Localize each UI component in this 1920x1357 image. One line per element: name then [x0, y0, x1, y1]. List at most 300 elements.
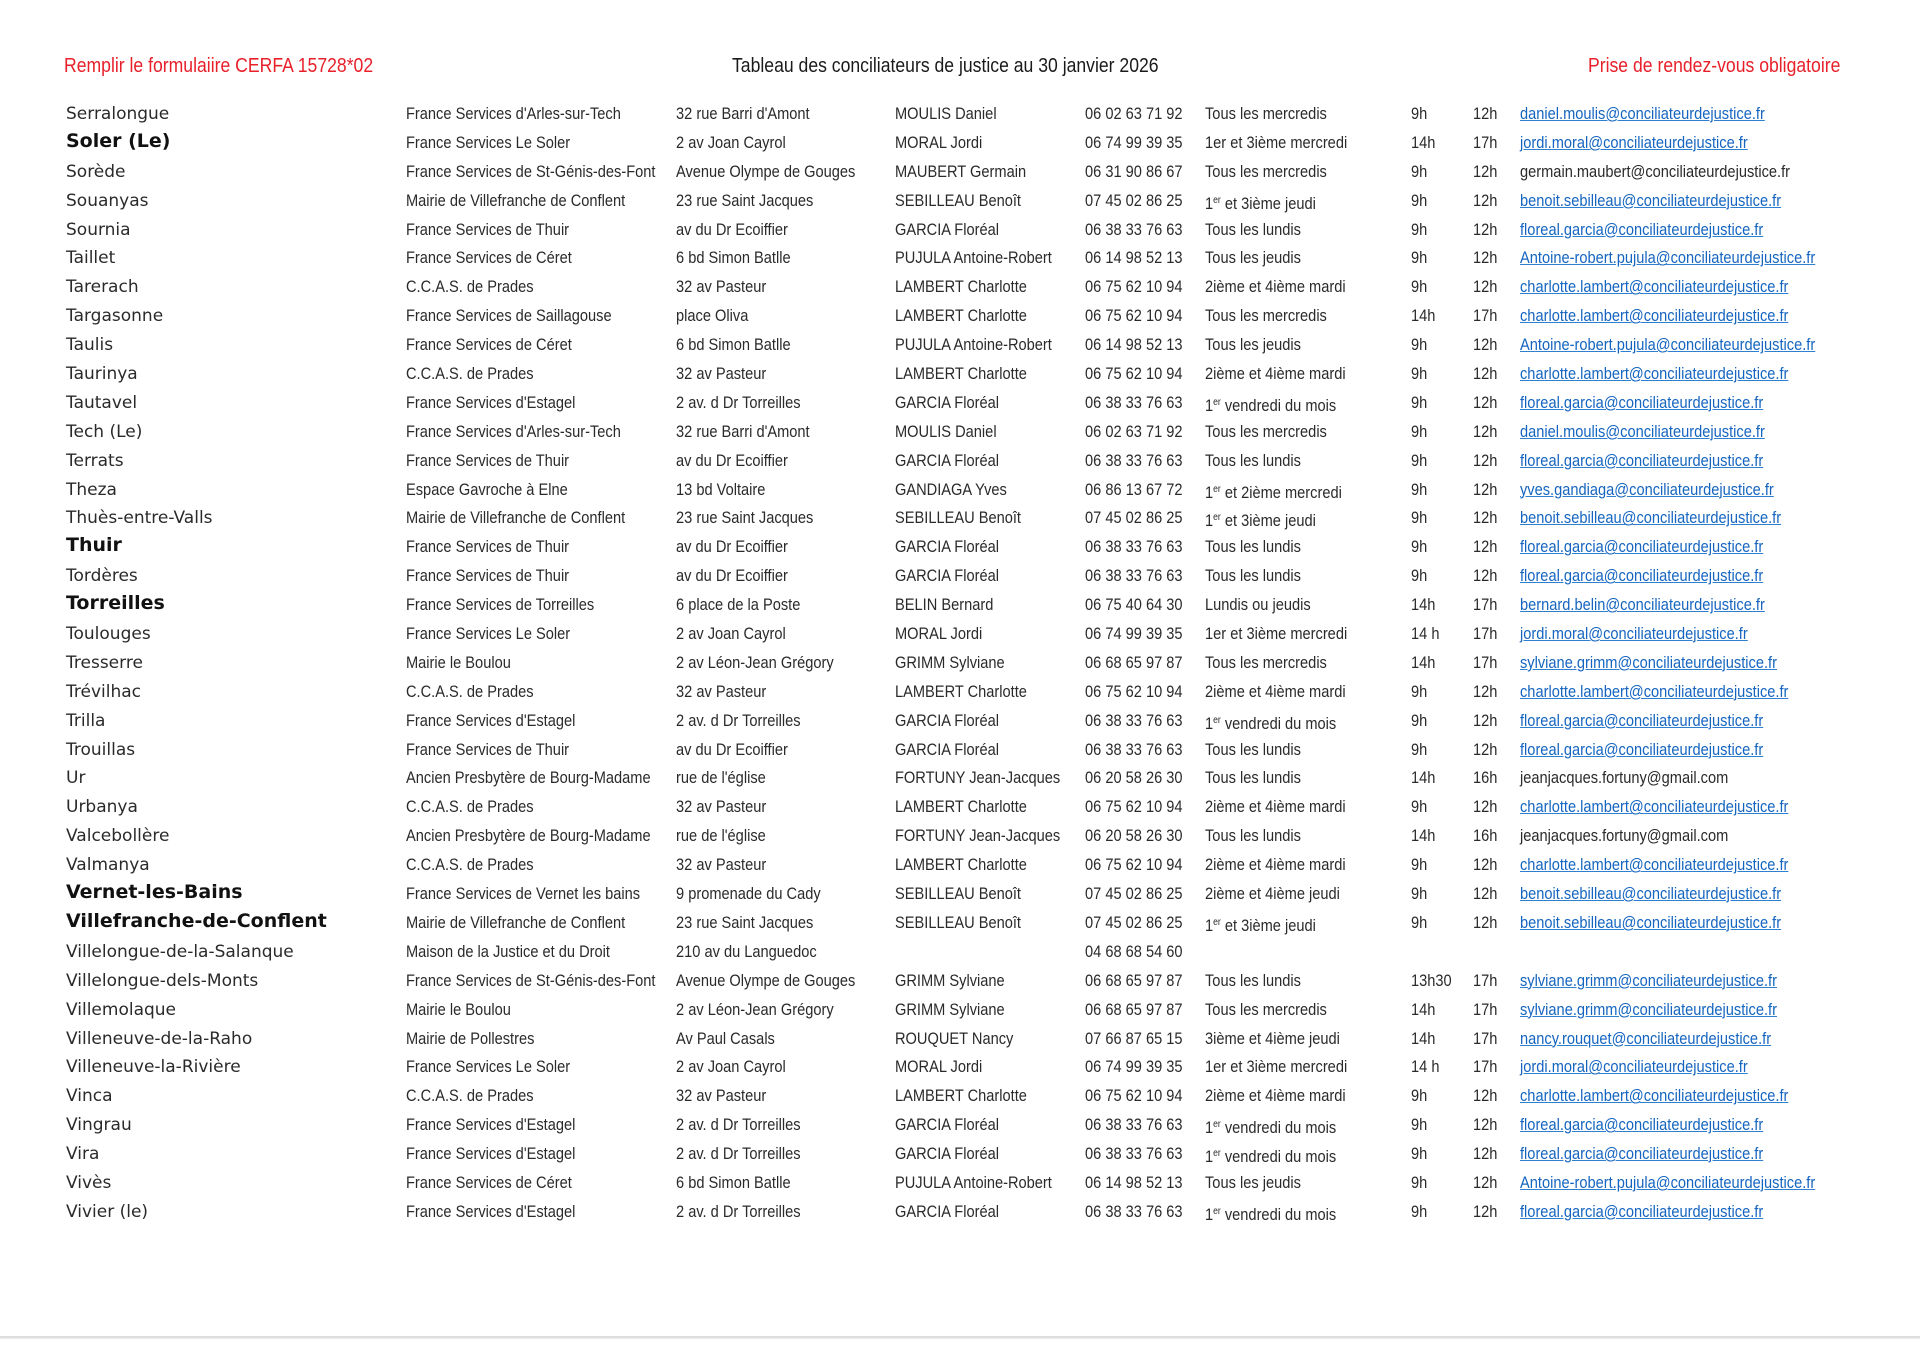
commune-cell: Villelongue-dels-Monts: [66, 970, 259, 991]
email-link[interactable]: charlotte.lambert@conciliateurdejustice.fr: [1520, 1086, 1789, 1106]
table-row: [0, 504, 1920, 533]
email-link[interactable]: benoit.sebilleau@conciliateurdejustice.fr: [1520, 190, 1782, 210]
end-time-cell: 17h: [1473, 652, 1498, 672]
address-cell: av du Dr Ecoiffier: [676, 739, 788, 759]
end-time-cell: 17h: [1473, 595, 1498, 615]
email-link[interactable]: floreal.garcia@conciliateurdejustice.fr: [1520, 392, 1764, 412]
phone-cell: 07 45 02 86 25: [1085, 884, 1183, 904]
table-row: [0, 620, 1920, 649]
start-time-cell: 9h: [1411, 681, 1428, 701]
email-link[interactable]: floreal.garcia@conciliateurdejustice.fr: [1520, 1115, 1764, 1135]
conciliator-name-cell: LAMBERT Charlotte: [895, 1086, 1027, 1106]
schedule-cell: 2ième et 4ième mardi: [1205, 797, 1346, 817]
table-row: [0, 389, 1920, 418]
start-time-cell: 9h: [1411, 739, 1428, 759]
start-time-cell: 9h: [1411, 161, 1428, 181]
organization-cell: C.C.A.S. de Prades: [406, 855, 534, 875]
organization-cell: France Services de Thuir: [406, 450, 570, 470]
organization-cell: Mairie de Villefranche de Conflent: [406, 912, 626, 932]
email-link[interactable]: benoit.sebilleau@conciliateurdejustice.fr: [1520, 884, 1782, 904]
table-row: [0, 678, 1920, 707]
end-time-cell: 12h: [1473, 566, 1498, 586]
table-row: [0, 996, 1920, 1025]
address-cell: 2 av Joan Cayrol: [676, 624, 786, 644]
phone-cell: 06 75 62 10 94: [1085, 306, 1183, 326]
address-cell: 32 av Pasteur: [676, 797, 767, 817]
table-row: [0, 1198, 1920, 1227]
schedule-cell: [1205, 1144, 1336, 1167]
organization-cell: Mairie de Villefranche de Conflent: [406, 508, 626, 528]
email-link[interactable]: charlotte.lambert@conciliateurdejustice.fr: [1520, 364, 1789, 384]
address-cell: 210 av du Languedoc: [676, 941, 817, 961]
schedule-ordinal-suffix: er: [1213, 512, 1221, 524]
address-cell: 32 rue Barri d'Amont: [676, 421, 810, 441]
table-row: [0, 822, 1920, 851]
schedule-text: vendredi du mois: [1220, 1147, 1337, 1167]
schedule-cell: 3ième et 4ième jeudi: [1205, 1028, 1340, 1048]
organization-cell: France Services d'Arles-sur-Tech: [406, 104, 621, 123]
commune-cell: Tarerach: [66, 277, 139, 298]
schedule-text: et 3ième jeudi: [1220, 915, 1316, 935]
start-time-cell: 9h: [1411, 797, 1428, 817]
organization-cell: France Services de Thuir: [406, 537, 570, 557]
conciliator-name-cell: PUJULA Antoine-Robert: [895, 248, 1052, 268]
end-time-cell: 12h: [1473, 335, 1498, 355]
commune-cell: Toulouges: [66, 624, 151, 645]
schedule-cell: [1205, 1115, 1336, 1138]
schedule-text: et 2ième mercredi: [1220, 482, 1342, 502]
appointment-required-note: Prise de rendez-vous obligatoire: [1588, 55, 1841, 77]
organization-cell: C.C.A.S. de Prades: [406, 797, 534, 817]
phone-cell: 06 38 33 76 63: [1085, 1115, 1183, 1135]
organization-cell: Mairie de Villefranche de Conflent: [406, 190, 626, 210]
commune-cell: Vivier (le): [66, 1201, 149, 1222]
table-row: [0, 331, 1920, 360]
commune-cell: Vingrau: [66, 1115, 132, 1136]
address-cell: rue de l'église: [676, 826, 766, 846]
address-cell: 6 place de la Poste: [676, 595, 801, 615]
schedule-cell: Lundis ou jeudis: [1205, 595, 1311, 615]
conciliator-name-cell: GRIMM Sylviane: [895, 970, 1005, 990]
start-time-cell: 9h: [1411, 710, 1428, 730]
conciliator-name-cell: GARCIA Floréal: [895, 219, 1000, 239]
commune-cell: Villeneuve-la-Rivière: [66, 1057, 241, 1078]
schedule-cell: 1er et 3ième mercredi: [1205, 624, 1348, 644]
end-time-cell: 16h: [1473, 826, 1498, 846]
page-bottom-edge: [0, 1336, 1920, 1339]
organization-cell: C.C.A.S. de Prades: [406, 1086, 534, 1106]
schedule-cell: Tous les jeudis: [1205, 1172, 1301, 1192]
address-cell: 32 av Pasteur: [676, 364, 767, 384]
end-time-cell: 12h: [1473, 797, 1498, 817]
commune-cell: Valmanya: [66, 855, 150, 876]
organization-cell: France Services de Thuir: [406, 566, 570, 586]
schedule-cell: 2ième et 4ième mardi: [1205, 364, 1346, 384]
schedule-ordinal-suffix: er: [1213, 194, 1221, 206]
conciliator-name-cell: FORTUNY Jean-Jacques: [895, 826, 1061, 846]
conciliator-name-cell: MOULIS Daniel: [895, 104, 997, 123]
address-cell: Avenue Olympe de Gouges: [676, 161, 856, 181]
email-link[interactable]: floreal.garcia@conciliateurdejustice.fr: [1520, 566, 1764, 586]
start-time-cell: 9h: [1411, 566, 1428, 586]
address-cell: 23 rue Saint Jacques: [676, 190, 814, 210]
start-time-cell: 9h: [1411, 104, 1428, 123]
table-row: [0, 533, 1920, 562]
conciliator-name-cell: LAMBERT Charlotte: [895, 364, 1027, 384]
commune-cell: Vira: [66, 1144, 100, 1165]
organization-cell: France Services Le Soler: [406, 624, 571, 644]
conciliator-name-cell: GARCIA Floréal: [895, 566, 1000, 586]
schedule-cell: Tous les lundis: [1205, 450, 1301, 470]
email-link[interactable]: floreal.garcia@conciliateurdejustice.fr: [1520, 739, 1764, 759]
start-time-cell: 9h: [1411, 912, 1428, 932]
conciliator-name-cell: MOULIS Daniel: [895, 421, 997, 441]
conciliator-name-cell: SEBILLEAU Benoît: [895, 884, 1021, 904]
end-time-cell: 17h: [1473, 624, 1498, 644]
commune-cell: Targasonne: [66, 306, 164, 327]
conciliator-name-cell: LAMBERT Charlotte: [895, 681, 1027, 701]
schedule-ordinal: 1: [1205, 1147, 1214, 1167]
phone-cell: 06 86 13 67 72: [1085, 479, 1183, 499]
commune-cell: Urbanya: [66, 797, 138, 818]
organization-cell: France Services de Vernet les bains: [406, 884, 641, 904]
table-row: [0, 562, 1920, 591]
address-cell: av du Dr Ecoiffier: [676, 566, 788, 586]
table-row: [0, 187, 1920, 216]
phone-cell: 06 74 99 39 35: [1085, 624, 1183, 644]
organization-cell: France Services de St-Génis-des-Font: [406, 970, 656, 990]
address-cell: 6 bd Simon Batlle: [676, 335, 791, 355]
table-row: [0, 793, 1920, 822]
organization-cell: France Services d'Estagel: [406, 1115, 576, 1135]
organization-cell: Ancien Presbytère de Bourg-Madame: [406, 768, 651, 788]
start-time-cell: 14h: [1411, 1028, 1436, 1048]
conciliator-name-cell: GARCIA Floréal: [895, 1201, 1000, 1221]
commune-cell: Soler (Le): [66, 129, 171, 152]
conciliator-name-cell: SEBILLEAU Benoît: [895, 508, 1021, 528]
table-row: [0, 158, 1920, 187]
conciliator-name-cell: PUJULA Antoine-Robert: [895, 335, 1052, 355]
organization-cell: Espace Gavroche à Elne: [406, 479, 568, 499]
end-time-cell: 12h: [1473, 161, 1498, 181]
table-row: [0, 129, 1920, 158]
schedule-cell: 2ième et 4ième mardi: [1205, 277, 1346, 297]
end-time-cell: 12h: [1473, 479, 1498, 499]
end-time-cell: 12h: [1473, 855, 1498, 875]
address-cell: av du Dr Ecoiffier: [676, 537, 788, 557]
start-time-cell: 13h30: [1411, 970, 1452, 990]
schedule-ordinal-suffix: er: [1213, 714, 1221, 726]
email-link[interactable]: charlotte.lambert@conciliateurdejustice.fr: [1520, 855, 1789, 875]
conciliator-name-cell: GARCIA Floréal: [895, 710, 1000, 730]
end-time-cell: 17h: [1473, 1057, 1498, 1077]
table-row: [0, 938, 1920, 967]
schedule-cell: Tous les lundis: [1205, 566, 1301, 586]
conciliators-table: [0, 100, 1920, 1227]
page-title: Tableau des conciliateurs de justice au 30 janvier 2026: [732, 55, 1159, 77]
conciliator-name-cell: SEBILLEAU Benoît: [895, 190, 1021, 210]
address-cell: 9 promenade du Cady: [676, 884, 821, 904]
table-row: [0, 360, 1920, 389]
email-link[interactable]: charlotte.lambert@conciliateurdejustice.fr: [1520, 306, 1789, 326]
address-cell: av du Dr Ecoiffier: [676, 219, 788, 239]
address-cell: 32 av Pasteur: [676, 855, 767, 875]
organization-cell: Mairie de Pollestres: [406, 1028, 535, 1048]
end-time-cell: 12h: [1473, 1201, 1498, 1221]
end-time-cell: 12h: [1473, 248, 1498, 268]
table-row: [0, 418, 1920, 447]
end-time-cell: 12h: [1473, 104, 1498, 123]
phone-cell: 06 38 33 76 63: [1085, 739, 1183, 759]
end-time-cell: 17h: [1473, 306, 1498, 326]
schedule-cell: Tous les mercredis: [1205, 161, 1327, 181]
schedule-cell: Tous les lundis: [1205, 537, 1301, 557]
start-time-cell: 9h: [1411, 421, 1428, 441]
conciliator-name-cell: GRIMM Sylviane: [895, 652, 1005, 672]
phone-cell: 07 45 02 86 25: [1085, 912, 1183, 932]
commune-cell: Terrats: [66, 450, 124, 471]
email-link[interactable]: jordi.moral@conciliateurdejustice.fr: [1520, 624, 1748, 644]
start-time-cell: 9h: [1411, 450, 1428, 470]
phone-cell: 06 02 63 71 92: [1085, 421, 1183, 441]
organization-cell: France Services d'Estagel: [406, 1144, 576, 1164]
start-time-cell: 14h: [1411, 595, 1436, 615]
end-time-cell: 17h: [1473, 999, 1498, 1019]
conciliator-name-cell: BELIN Bernard: [895, 595, 994, 615]
organization-cell: Mairie le Boulou: [406, 652, 511, 672]
end-time-cell: 12h: [1473, 1115, 1498, 1135]
schedule-cell: Tous les lundis: [1205, 768, 1301, 788]
schedule-cell: [1205, 480, 1342, 503]
table-row: [0, 1053, 1920, 1082]
table-row: [0, 100, 1920, 129]
schedule-text: vendredi du mois: [1220, 1118, 1337, 1138]
organization-cell: Maison de la Justice et du Droit: [406, 941, 610, 961]
commune-cell: Valcebollère: [66, 826, 170, 847]
email-link[interactable]: Antoine-robert.pujula@conciliateurdejustice.fr: [1520, 335, 1816, 355]
phone-cell: 06 38 33 76 63: [1085, 537, 1183, 557]
phone-cell: 06 75 62 10 94: [1085, 681, 1183, 701]
start-time-cell: 9h: [1411, 855, 1428, 875]
commune-cell: Thuès-entre-Valls: [66, 508, 213, 529]
commune-cell: Villemolaque: [66, 999, 177, 1020]
schedule-ordinal: 1: [1205, 511, 1214, 531]
end-time-cell: 12h: [1473, 1144, 1498, 1164]
end-time-cell: 12h: [1473, 884, 1498, 904]
schedule-cell: Tous les lundis: [1205, 739, 1301, 759]
email-link[interactable]: benoit.sebilleau@conciliateurdejustice.fr: [1520, 508, 1782, 528]
conciliator-name-cell: MORAL Jordi: [895, 624, 983, 644]
end-time-cell: 12h: [1473, 219, 1498, 239]
email-link[interactable]: Antoine-robert.pujula@conciliateurdejustice.fr: [1520, 248, 1816, 268]
start-time-cell: 9h: [1411, 1201, 1428, 1221]
schedule-ordinal: 1: [1205, 713, 1214, 733]
conciliator-name-cell: GARCIA Floréal: [895, 739, 1000, 759]
start-time-cell: 9h: [1411, 1144, 1428, 1164]
conciliator-name-cell: LAMBERT Charlotte: [895, 855, 1027, 875]
email-link[interactable]: floreal.garcia@conciliateurdejustice.fr: [1520, 710, 1764, 730]
organization-cell: France Services de Thuir: [406, 219, 570, 239]
conciliator-name-cell: MORAL Jordi: [895, 132, 983, 152]
commune-cell: Theza: [66, 479, 117, 500]
schedule-cell: [1205, 913, 1316, 936]
phone-cell: 06 20 58 26 30: [1085, 768, 1183, 788]
email-link[interactable]: sylviane.grimm@conciliateurdejustice.fr: [1520, 652, 1777, 672]
schedule-cell: Tous les lundis: [1205, 826, 1301, 846]
commune-cell: Tech (Le): [66, 421, 143, 442]
email-cell: germain.maubert@conciliateurdejustice.fr: [1520, 161, 1790, 181]
organization-cell: France Services de Torreilles: [406, 595, 595, 615]
email-link[interactable]: floreal.garcia@conciliateurdejustice.fr: [1520, 219, 1764, 239]
phone-cell: 06 02 63 71 92: [1085, 104, 1183, 123]
phone-cell: 06 75 62 10 94: [1085, 1086, 1183, 1106]
address-cell: 2 av Léon-Jean Grégory: [676, 652, 834, 672]
address-cell: 32 av Pasteur: [676, 681, 767, 701]
table-row: [0, 591, 1920, 620]
organization-cell: France Services Le Soler: [406, 1057, 571, 1077]
phone-cell: 06 38 33 76 63: [1085, 1201, 1183, 1221]
address-cell: 6 bd Simon Batlle: [676, 248, 791, 268]
conciliator-name-cell: MORAL Jordi: [895, 1057, 983, 1077]
organization-cell: France Services d'Arles-sur-Tech: [406, 421, 621, 441]
table-row: [0, 649, 1920, 678]
commune-cell: Taulis: [66, 335, 114, 356]
email-link[interactable]: charlotte.lambert@conciliateurdejustice.fr: [1520, 681, 1789, 701]
commune-cell: Souanyas: [66, 190, 149, 211]
end-time-cell: 17h: [1473, 970, 1498, 990]
start-time-cell: 9h: [1411, 335, 1428, 355]
commune-cell: Vinca: [66, 1086, 113, 1107]
schedule-cell: [1205, 191, 1316, 214]
commune-cell: Sournia: [66, 219, 131, 240]
email-link[interactable]: floreal.garcia@conciliateurdejustice.fr: [1520, 1201, 1764, 1221]
address-cell: 2 av Joan Cayrol: [676, 1057, 786, 1077]
organization-cell: France Services d'Estagel: [406, 710, 576, 730]
phone-cell: 06 75 62 10 94: [1085, 797, 1183, 817]
phone-cell: 06 75 62 10 94: [1085, 277, 1183, 297]
end-time-cell: 16h: [1473, 768, 1498, 788]
conciliator-name-cell: GANDIAGA Yves: [895, 479, 1007, 499]
conciliator-name-cell: GARCIA Floréal: [895, 537, 1000, 557]
table-row: [0, 302, 1920, 331]
end-time-cell: 12h: [1473, 450, 1498, 470]
schedule-cell: [1205, 508, 1316, 531]
schedule-cell: 2ième et 4ième mardi: [1205, 1086, 1346, 1106]
conciliator-name-cell: LAMBERT Charlotte: [895, 797, 1027, 817]
email-link[interactable]: Antoine-robert.pujula@conciliateurdejustice.fr: [1520, 1172, 1816, 1192]
phone-cell: 06 14 98 52 13: [1085, 248, 1183, 268]
table-row: [0, 1140, 1920, 1169]
end-time-cell: 12h: [1473, 739, 1498, 759]
schedule-ordinal-suffix: er: [1213, 1119, 1221, 1131]
email-link[interactable]: sylviane.grimm@conciliateurdejustice.fr: [1520, 999, 1777, 1019]
organization-cell: France Services de Céret: [406, 248, 572, 268]
schedule-cell: [1205, 1202, 1336, 1225]
schedule-cell: 2ième et 4ième mardi: [1205, 681, 1346, 701]
table-row: [0, 1025, 1920, 1054]
email-link[interactable]: nancy.rouquet@conciliateurdejustice.fr: [1520, 1028, 1772, 1048]
table-row: [0, 244, 1920, 273]
address-cell: place Oliva: [676, 306, 749, 326]
table-row: [0, 1111, 1920, 1140]
table-row: [0, 447, 1920, 476]
table-row: [0, 967, 1920, 996]
table-row: [0, 764, 1920, 793]
phone-cell: 07 45 02 86 25: [1085, 508, 1183, 528]
organization-cell: France Services de St-Génis-des-Font: [406, 161, 656, 181]
organization-cell: France Services d'Estagel: [406, 392, 576, 412]
address-cell: 2 av. d Dr Torreilles: [676, 710, 801, 730]
email-link[interactable]: jordi.moral@conciliateurdejustice.fr: [1520, 132, 1748, 152]
email-link[interactable]: floreal.garcia@conciliateurdejustice.fr: [1520, 537, 1764, 557]
schedule-cell: 2ième et 4ième jeudi: [1205, 884, 1340, 904]
email-link[interactable]: floreal.garcia@conciliateurdejustice.fr: [1520, 1144, 1764, 1164]
email-link[interactable]: yves.gandiaga@conciliateurdejustice.fr: [1520, 479, 1774, 499]
end-time-cell: 12h: [1473, 277, 1498, 297]
conciliator-name-cell: GARCIA Floréal: [895, 450, 1000, 470]
schedule-cell: Tous les mercredis: [1205, 421, 1327, 441]
table-row: [0, 476, 1920, 505]
email-link[interactable]: daniel.moulis@conciliateurdejustice.fr: [1520, 421, 1765, 441]
email-link[interactable]: bernard.belin@conciliateurdejustice.fr: [1520, 595, 1765, 615]
email-link[interactable]: benoit.sebilleau@conciliateurdejustice.fr: [1520, 912, 1782, 932]
schedule-text: et 3ième jeudi: [1220, 193, 1316, 213]
schedule-ordinal: 1: [1205, 915, 1214, 935]
address-cell: 2 av. d Dr Torreilles: [676, 1115, 801, 1135]
address-cell: 2 av Joan Cayrol: [676, 132, 786, 152]
email-link[interactable]: daniel.moulis@conciliateurdejustice.fr: [1520, 104, 1765, 123]
address-cell: 6 bd Simon Batlle: [676, 1172, 791, 1192]
address-cell: 32 rue Barri d'Amont: [676, 104, 810, 123]
commune-cell: Tresserre: [66, 652, 143, 673]
end-time-cell: 12h: [1473, 392, 1498, 412]
organization-cell: France Services d'Estagel: [406, 1201, 576, 1221]
conciliator-name-cell: LAMBERT Charlotte: [895, 277, 1027, 297]
phone-cell: 06 14 98 52 13: [1085, 1172, 1183, 1192]
table-row: [0, 707, 1920, 736]
start-time-cell: 9h: [1411, 884, 1428, 904]
schedule-cell: 1er et 3ième mercredi: [1205, 1057, 1348, 1077]
start-time-cell: 9h: [1411, 537, 1428, 557]
end-time-cell: 12h: [1473, 421, 1498, 441]
table-row: [0, 273, 1920, 302]
schedule-ordinal: 1: [1205, 482, 1214, 502]
commune-cell: Taillet: [66, 248, 116, 269]
phone-cell: 06 38 33 76 63: [1085, 1144, 1183, 1164]
phone-cell: 06 68 65 97 87: [1085, 999, 1183, 1019]
email-link[interactable]: jordi.moral@conciliateurdejustice.fr: [1520, 1057, 1748, 1077]
address-cell: 2 av. d Dr Torreilles: [676, 392, 801, 412]
email-link[interactable]: charlotte.lambert@conciliateurdejustice.fr: [1520, 277, 1789, 297]
conciliator-name-cell: LAMBERT Charlotte: [895, 306, 1027, 326]
schedule-cell: Tous les mercredis: [1205, 999, 1327, 1019]
email-link[interactable]: charlotte.lambert@conciliateurdejustice.fr: [1520, 797, 1789, 817]
end-time-cell: 12h: [1473, 190, 1498, 210]
start-time-cell: 14h: [1411, 999, 1436, 1019]
phone-cell: 06 38 33 76 63: [1085, 219, 1183, 239]
end-time-cell: 17h: [1473, 132, 1498, 152]
phone-cell: 07 45 02 86 25: [1085, 190, 1183, 210]
email-link[interactable]: floreal.garcia@conciliateurdejustice.fr: [1520, 450, 1764, 470]
address-cell: av du Dr Ecoiffier: [676, 450, 788, 470]
email-link[interactable]: sylviane.grimm@conciliateurdejustice.fr: [1520, 970, 1777, 990]
conciliator-name-cell: GARCIA Floréal: [895, 1144, 1000, 1164]
end-time-cell: 12h: [1473, 1172, 1498, 1192]
start-time-cell: 9h: [1411, 1115, 1428, 1135]
phone-cell: 06 68 65 97 87: [1085, 652, 1183, 672]
address-cell: rue de l'église: [676, 768, 766, 788]
schedule-ordinal-suffix: er: [1213, 1205, 1221, 1217]
